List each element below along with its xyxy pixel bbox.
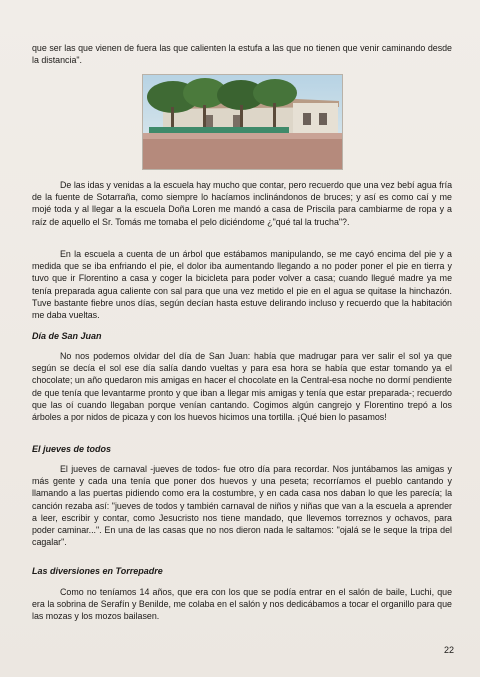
paragraph-tree-accident: En la escuela a cuenta de un árbol que estábamos manipulando, se me cayó encima del pie y a medida que se iba enfriando el pie, el dolor iba aumentando llegando a no poder poner el pie en tierra y tuvo que ir Florentino a casa y coger la bicicleta para poder volver a casa; cuando llegué madre ya me tenía preparada agua caliente con sal para que una vez metido el pie en el agua se quitase la hinchazón. Tuve bastante fiebre unos días, según decían hasta estuve delirando incluso y recuerdo que la habitación me daba vueltas. (32, 249, 452, 321)
paragraph-fountain: De las idas y venidas a la escuela hay mucho que contar, pero recuerdo que una vez bebí agua fría de la fuente de Sotarraña, como siempre lo hacíamos inclinándonos de bruces; y así es como caí y me mojé toda y al llegar a la escuela Doña Loren me mandó a casa de Priscila para cambiarme de ropa y a raíz de aquello el Sr. Tomás me tomaba el pelo diciéndome ¿"qué tal la trucha"?. (32, 180, 452, 227)
school-photo (142, 74, 343, 170)
heading-san-juan: Día de San Juan (32, 331, 102, 341)
paragraph-diversiones: Como no teníamos 14 años, que era con los que se podía entrar en el salón de baile, Luchi, que era la sobrina de Serafín y Benilde, me colaba en el salón y nos dedicábamos a tocar el organillo para que las mozas y los mozos bailasen. (32, 587, 452, 622)
paragraph-san-juan: No nos podemos olvidar del día de San Juan: había que madrugar para ver salir el sol ya que según se decía el sol ese día salía dando vueltas y para esa hora se había que estar tomando ya el chocolate; un año quedaron mis amigas en hacer el chocolate en la Central-esa noche no dormí pendiente de que tenía que levantarme pronto y que iban a llegar mis amigas y tenía que estar preparada-; recuerdo que las oí cuando llegaban porque venían cantando. Cogimos algún cangrejo y Florentino trepó a los árboles a por nidos de picaza y con los huevos hicimos una tortilla. ¡Qué bien lo pasamos! (32, 351, 452, 423)
heading-diversiones: Las diversiones en Torrepadre (32, 566, 163, 576)
paragraph-jueves-de-todos: El jueves de carnaval -jueves de todos- fue otro día para recordar. Nos juntábamos las amigas y más gente y cada una tenía que poner dos huevos y una peseta; recorríamos el pueblo cantando y llamando a las puertas pidiendo como era la costumbre, y en cada casa nos daban lo que les parecía; la canción rezaba así: "jueves de todos y también carnaval de niños y niñas que van a la escuela a aprender a leer, escribir y contar, como Jesucristo nos tiene mandado, que llevemos torreznos y ochavos, para poder caminar...". En una de las casas que no nos dieron nada le saltamos: "ojalá se le seque la tripa del cagalar". (32, 464, 452, 548)
heading-jueves-de-todos: El jueves de todos (32, 444, 112, 454)
paragraph-intro: que ser las que vienen de fuera las que calienten la estufa a las que no tienen que venir caminando desde la distancia". (32, 43, 452, 66)
page-number: 22 (443, 645, 454, 655)
